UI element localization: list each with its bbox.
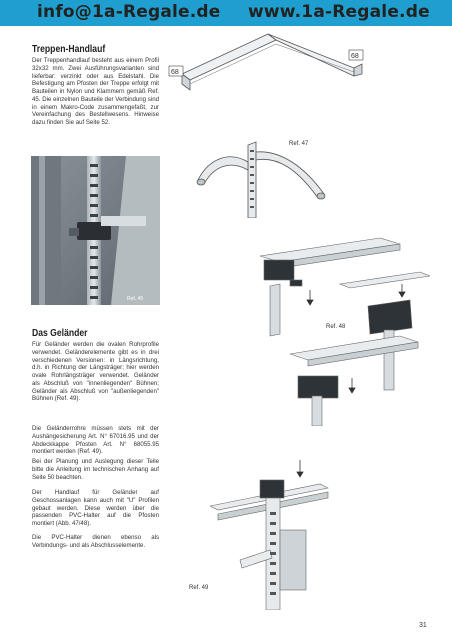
dim-label-left: 68: [171, 69, 179, 76]
section-title-gelaender: Das Geländer: [32, 327, 88, 339]
gelaender-paragraph-2: Die Geländerrohre müssen stets mit der Aushängesicherung Art. N° 67016.95 und der Abdeckkappe Pfosten Art. N° 68055.95 montiert werden (Ref. 49).: [32, 425, 159, 456]
header-email[interactable]: info@1a-Regale.de: [37, 2, 221, 22]
ref-47-label: Ref. 47: [289, 141, 309, 147]
section-body-treppen-handlauf: Der Treppenhandlauf besteht aus einem Profil 32x32 mm. Zwei Ausführungsvarianten sind lieferbar: verzinkt oder aus Edelstahl. Die Befestigung am Pfosten der Treppe erfolgt mit Bauteilen in Nylon und Klammern gemäß Ref. 45. Die einzelnen Bauteile der Verbindung sind in einem Makro-Code zusammengefaßt, zur Vereinfachung des Bestellwesens. Hinweise dazu finden Sie auf Seite 52.: [32, 57, 159, 126]
photo-label: Ref. 45: [127, 296, 144, 302]
figure-ref-48-drawing: [250, 236, 430, 426]
section-title-treppen-handlauf: Treppen-Handlauf: [32, 43, 106, 55]
figure-ref-49-drawing: [210, 440, 360, 610]
figure-ref-47-drawing: [168, 30, 368, 218]
header-banner: [0, 0, 452, 26]
gelaender-paragraph-3: Bei der Planung und Auslegung dieser Teile bitte die Anleitung im technischen Anhang auf Seite 50 beachten.: [32, 458, 159, 481]
header-website[interactable]: www.1a-Regale.de: [248, 2, 430, 22]
ref-49-label: Ref. 49: [189, 585, 209, 591]
gelaender-paragraph-1: Für Geländer werden die ovalen Rohrprofile verwendet. Geländerelemente gibt es in drei verschiedenen Versionen: in Längsrichtung, d.h. in Richtung der Längsträger; hier werden ovale Rohrlängsträger verwendet. Geländer als Abschluß von "innenliegenden" Bühnen; Geländer als Abschluß von "außenliegenden" Bühnen (Ref. 49).: [32, 341, 159, 403]
gelaender-paragraph-5: Die PVC-Halter dienen ebenso als Verbindungs- und als Abschlusselemente.: [32, 534, 159, 549]
dim-label-right: 68: [351, 53, 359, 60]
photo-ref-45: [31, 156, 160, 305]
ref-48-label: Ref. 48: [326, 324, 346, 330]
gelaender-paragraph-4: Der Handlauf für Geländer auf Geschossanlagen kann auch mit "U" Profilen gebaut werden. Diese werden über die passenden PVC-Halter auf die Pfosten montiert (Abb. 47/48).: [32, 489, 159, 527]
page-number: 31: [419, 622, 427, 629]
